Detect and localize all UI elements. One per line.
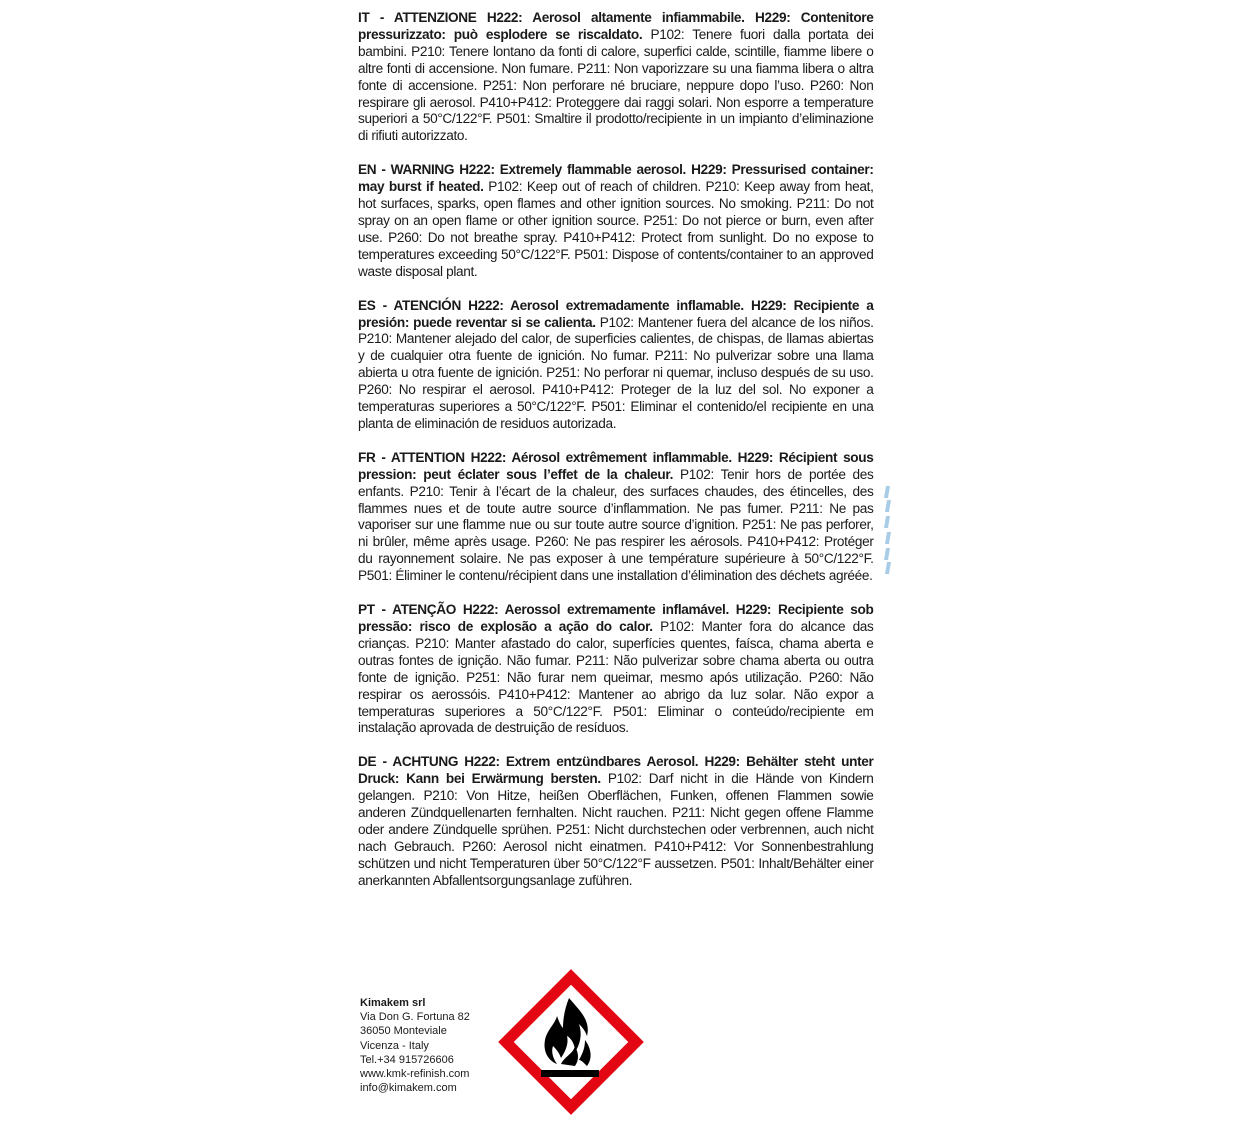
warning-block-de — [358, 754, 874, 889]
warning-body-fr: P102: Tenir hors de portée des enfants. P210: Tenir à l’écart de la chaleur, des surfaces chaudes, des étincelles, des flammes nues et de toute autre source d’inflammation. Ne pas fumer. P211: Ne pas vaporiser sur une flamme nue ou sur toute autre source d’ignition. P251: Ne pas perforer, ni brûler, même après usage. P260: Ne pas respirer les aérosols. P410+P412: Protéger du rayonnement solaire. Ne pas exposer à une température supérieure à 50°C/122°F. P501: Éliminer le contenu/récipient dans une installation d’élimination des déchets agréée. — [358, 466, 874, 585]
company-phone: Tel.+34 915726606 — [360, 1053, 454, 1066]
warning-heading-en: EN - WARNING H222: Extremely flammable aerosol. H229: Pressurised container: may burst if heated. — [358, 162, 874, 196]
warning-heading-fr: FR - ATTENTION H222: Aérosol extrêmement inflammable. H229: Récipient sous pression: peut éclater sous l’effet de la chaleur. — [358, 449, 874, 483]
warning-block-pt — [358, 602, 874, 737]
company-address: Via Don G. Fortuna 82 — [360, 1011, 470, 1024]
warning-body-de: P102: Darf nicht in die Hände von Kindern gelangen. P210: Von Hitze, heißen Oberflächen, Funken, offenen Flammen sowie anderen Zündquellenarten fernhalten. Nicht rauchen. P211: Nicht gegen offene Flamme oder andere Zündquelle sprühen. P251: Nicht durchstechen oder verbrennen, auch nicht nach Gebrauch. P260: Aerosol nicht einatmen. P410+P412: Vor Sonnenbestrahlung schützen und nicht Temperaturen über 50°C/122°F aussetzen. P501: Inhalt/Behälter einer anerkannten Abfallentsorgungsanlage zuführen. — [358, 771, 874, 889]
warning-block-fr — [358, 450, 874, 585]
warning-block-es — [358, 298, 874, 433]
company-email: info@kimakem.com — [360, 1082, 457, 1095]
company-region: Vicenza - Italy — [360, 1039, 429, 1052]
warning-text-column — [358, 10, 874, 907]
warning-heading-de: DE - ACHTUNG H222: Extrem entzündbares Aerosol. H229: Behälter steht unter Druck: Kann bei Erwärmung bersten. — [358, 754, 874, 788]
pictogram-border — [506, 977, 636, 1107]
warning-body-pt: P102: Manter fora do alcance das crianças. P210: Manter afastado do calor, superfícies quentes, faísca, chama aberta e outras fontes de ignição. Não fumar. P211: Não pulverizar sobre chama aberta ou outra fonte de ignição. P251: Não furar nem queimar, mesmo após utilização. P260: Não respirar os aerossóis. P410+P412: Mantener ao abrigo da luz solar. Não expor a temperaturas superiores a 50°C/122°F. P501: Eliminar o conteúdo/recipiente em instalação aprovada de destruição de resíduos. — [358, 619, 874, 737]
warning-body-en: P102: Keep out of reach of children. P210: Keep away from heat, hot surfaces, sparks, open flames and other ignition sources. No smoking. P211: Do not spray on an open flame or other ignition source. P251: Do not pierce or burn, even after use. P260: Do not breathe spray. P410+P412: Protect from sunlight. Do no expose to temperatures exceeding 50°C/122°F. P501: Dispose of contents/container to an approved waste disposal plant. — [358, 179, 874, 280]
warning-heading-pt: PT - ATENÇÃO H222: Aerossol extremamente inflamável. H229: Recipiente sob pressão: risco de explosão a ação do calor. — [358, 602, 874, 635]
company-name: Kimakem srl — [360, 997, 426, 1009]
warning-body-it: P102: Tenere fuori dalla portata dei bambini. P210: Tenere lontano da fonti di calore, superfici calde, scintille, fiamme libere o altre fonti di accensione. Non fumare. P211: Non vaporizzare su una fiamma libera o altra fonte di accensione. P251: Non perforare né bruciare, neppure dopo l’uso. P260: Non respirare gli aerosol. P410+P412: Proteggere dai raggi solari. Non esporre a temperature superiori a 50°C/122°F. P501: Smaltire il prodotto/recipiente in un impianto d’eliminazione di rifiuti autorizzato. — [358, 26, 874, 145]
warning-block-it — [358, 10, 874, 145]
company-info — [360, 996, 470, 1095]
warning-body-es: P102: Mantener fuera del alcance de los niños. P210: Mantener alejado del calor, de superficies calientes, de chispas, de llamas abiertas y de cualquier otra fuente de ignición. No fumar. P211: No pulverizar sobre una llama abierta u otra fuente de ignición. P251: No perforar ni quemar, incluso después de su uso. P260: No respirar el aerosol. P410+P412: Proteger de la luz del sol. No exponer a temperaturas superiores a 50°C/122°F. P501: Eliminar el contenido/el recipiente en una planta de eliminación de residuos autorizada. — [358, 314, 874, 432]
label-edge-marks — [880, 486, 894, 574]
warning-heading-it: IT - ATTENZIONE H222: Aerosol altamente infiammabile. H229: Contenitore pressurizzato: può esplodere se riscaldato. — [358, 10, 874, 43]
company-postal: 36050 Monteviale — [360, 1025, 447, 1038]
warning-block-en — [358, 162, 874, 280]
ghs-flammable-pictogram — [495, 966, 647, 1118]
warning-heading-es: ES - ATENCIÓN H222: Aerosol extremadamente inflamable. H229: Recipiente a presión: puede reventar si se calienta. — [358, 297, 874, 331]
company-website: www.kmk-refinish.com — [360, 1068, 470, 1081]
